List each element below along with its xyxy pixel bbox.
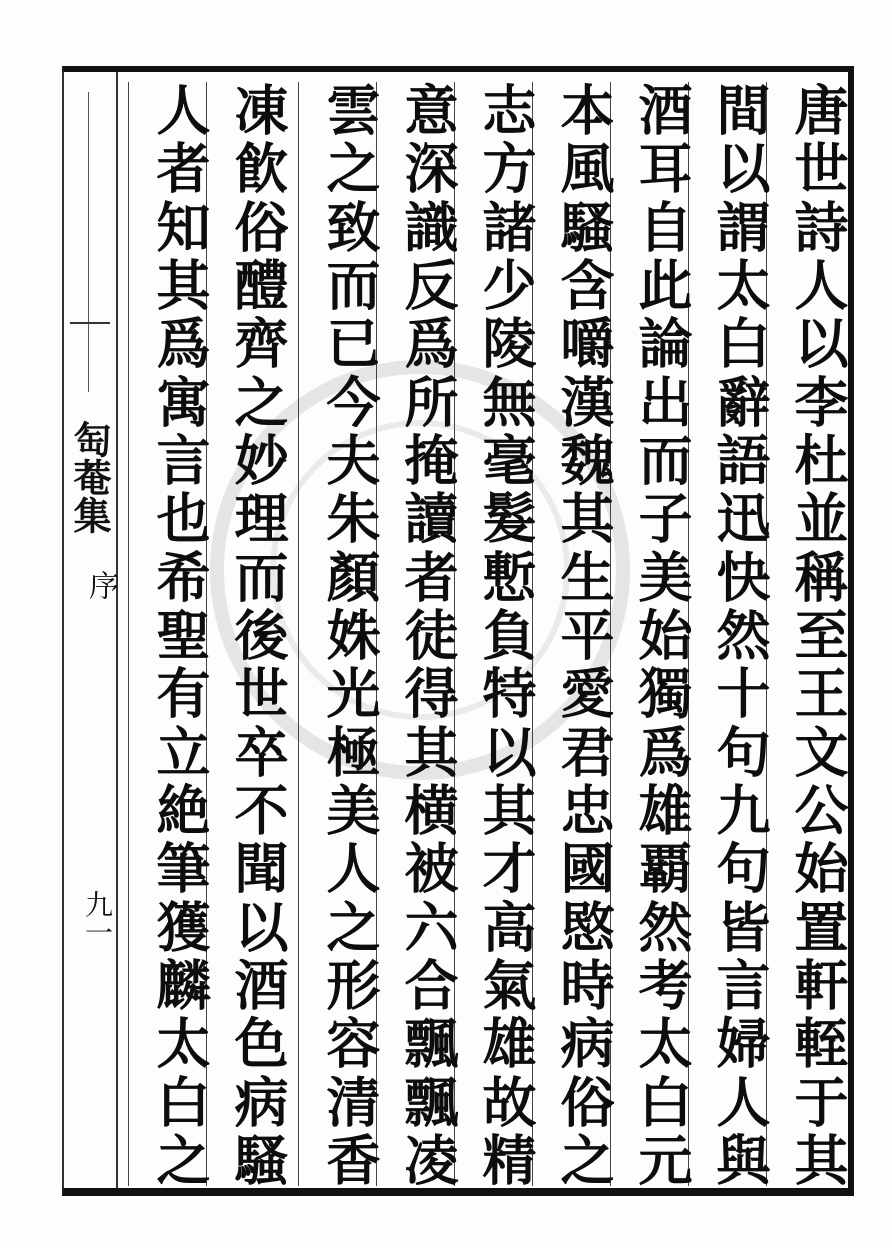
glyph: 顏 bbox=[318, 548, 382, 603]
glyph: 軒 bbox=[786, 956, 850, 1011]
glyph: 獲 bbox=[148, 898, 212, 953]
glyph: 今 bbox=[318, 373, 382, 428]
glyph: 徒 bbox=[396, 606, 460, 661]
glyph: 爲 bbox=[148, 315, 212, 370]
glyph: 所 bbox=[396, 373, 460, 428]
glyph: 後 bbox=[226, 606, 290, 661]
glyph: 言 bbox=[148, 431, 212, 486]
glyph: 志 bbox=[474, 82, 538, 136]
glyph: 騷 bbox=[552, 198, 616, 253]
glyph: 雄 bbox=[474, 1015, 538, 1070]
glyph: 文 bbox=[786, 723, 850, 778]
glyph: 聖 bbox=[148, 606, 212, 661]
glyph: 白 bbox=[708, 315, 772, 370]
glyph: 者 bbox=[396, 548, 460, 603]
glyph: 少 bbox=[474, 256, 538, 311]
glyph: 人 bbox=[318, 840, 382, 895]
glyph: 子 bbox=[630, 490, 694, 545]
glyph: 才 bbox=[474, 840, 538, 895]
glyph: 卒 bbox=[226, 723, 290, 778]
glyph: 迅 bbox=[708, 490, 772, 545]
glyph: 生 bbox=[552, 548, 616, 603]
glyph: 稱 bbox=[786, 548, 850, 603]
glyph: 至 bbox=[786, 606, 850, 661]
glyph: 人 bbox=[786, 256, 850, 311]
glyph: 俗 bbox=[552, 1073, 616, 1128]
text-column-4-content bbox=[533, 82, 616, 1186]
glyph: 本 bbox=[552, 82, 616, 136]
text-column-9 bbox=[128, 82, 212, 1186]
glyph: 負 bbox=[474, 606, 538, 661]
glyph: 然 bbox=[708, 606, 772, 661]
glyph: 始 bbox=[786, 840, 850, 895]
glyph: 雄 bbox=[630, 781, 694, 836]
glyph: 美 bbox=[318, 781, 382, 836]
glyph: 人 bbox=[708, 1073, 772, 1128]
text-column-7 bbox=[298, 82, 382, 1186]
glyph: 病 bbox=[552, 1015, 616, 1070]
glyph: 語 bbox=[708, 431, 772, 486]
glyph: 其 bbox=[474, 781, 538, 836]
text-column-3-content bbox=[611, 82, 694, 1186]
glyph: 雲 bbox=[318, 82, 382, 136]
glyph: 漢 bbox=[552, 373, 616, 428]
banner-rule-left bbox=[62, 72, 64, 1188]
glyph: 者 bbox=[148, 140, 212, 195]
glyph: 騷 bbox=[226, 1131, 290, 1186]
glyph: 高 bbox=[474, 898, 538, 953]
glyph: 精 bbox=[474, 1131, 538, 1186]
glyph: 飄 bbox=[396, 1015, 460, 1070]
glyph: 色 bbox=[226, 1015, 290, 1070]
glyph: 王 bbox=[786, 665, 850, 720]
text-column-6 bbox=[376, 82, 460, 1186]
glyph: 髮 bbox=[474, 490, 538, 545]
glyph: 酒 bbox=[226, 956, 290, 1011]
glyph: 立 bbox=[148, 723, 212, 778]
text-column-6-content bbox=[377, 82, 460, 1186]
glyph: 並 bbox=[786, 490, 850, 545]
glyph: 酒 bbox=[630, 82, 694, 136]
glyph: 元 bbox=[630, 1131, 694, 1186]
glyph: 世 bbox=[226, 665, 290, 720]
glyph: 方 bbox=[474, 140, 538, 195]
glyph: 風 bbox=[552, 140, 616, 195]
glyph: 知 bbox=[148, 198, 212, 253]
glyph: 不 bbox=[226, 781, 290, 836]
glyph: 光 bbox=[318, 665, 382, 720]
glyph: 愍 bbox=[552, 898, 616, 953]
glyph: 意 bbox=[396, 82, 460, 136]
glyph: 杜 bbox=[786, 431, 850, 486]
glyph: 國 bbox=[552, 840, 616, 895]
glyph: 太 bbox=[630, 1015, 694, 1070]
section-label: 序 bbox=[83, 570, 118, 600]
glyph: 形 bbox=[318, 956, 382, 1011]
glyph: 香 bbox=[318, 1131, 382, 1186]
glyph: 容 bbox=[318, 1015, 382, 1070]
glyph: 凌 bbox=[396, 1131, 460, 1186]
text-column-1 bbox=[766, 82, 850, 1186]
glyph: 掩 bbox=[396, 431, 460, 486]
glyph: 太 bbox=[708, 256, 772, 311]
text-column-5 bbox=[454, 82, 538, 1186]
glyph: 置 bbox=[786, 898, 850, 953]
glyph: 之 bbox=[226, 373, 290, 428]
glyph: 李 bbox=[786, 373, 850, 428]
glyph: 其 bbox=[396, 723, 460, 778]
glyph: 慙 bbox=[474, 548, 538, 603]
banner-rule-right bbox=[116, 72, 118, 1188]
glyph: 考 bbox=[630, 956, 694, 1011]
glyph: 理 bbox=[226, 490, 290, 545]
glyph: 筆 bbox=[148, 840, 212, 895]
glyph: 人 bbox=[148, 82, 212, 136]
glyph: 詩 bbox=[786, 198, 850, 253]
glyph: 故 bbox=[474, 1073, 538, 1128]
margin-banner bbox=[62, 72, 118, 1188]
glyph: 寓 bbox=[148, 373, 212, 428]
glyph: 合 bbox=[396, 956, 460, 1011]
book-title: 匋菴集 bbox=[67, 420, 112, 534]
banner-fishtail-mark bbox=[70, 322, 110, 324]
glyph: 魏 bbox=[552, 431, 616, 486]
glyph: 平 bbox=[552, 606, 616, 661]
glyph: 而 bbox=[226, 548, 290, 603]
glyph: 諸 bbox=[474, 198, 538, 253]
text-column-1-content bbox=[767, 82, 850, 1186]
glyph: 君 bbox=[552, 723, 616, 778]
glyph: 以 bbox=[226, 898, 290, 953]
glyph: 得 bbox=[396, 665, 460, 720]
glyph: 齊 bbox=[226, 315, 290, 370]
glyph: 而 bbox=[318, 256, 382, 311]
glyph: 句 bbox=[708, 840, 772, 895]
glyph: 世 bbox=[786, 140, 850, 195]
glyph: 絶 bbox=[148, 781, 212, 836]
glyph: 覇 bbox=[630, 840, 694, 895]
glyph: 太 bbox=[148, 1015, 212, 1070]
glyph: 句 bbox=[708, 723, 772, 778]
glyph: 之 bbox=[148, 1131, 212, 1186]
glyph: 愛 bbox=[552, 665, 616, 720]
glyph: 病 bbox=[226, 1073, 290, 1128]
glyph: 美 bbox=[630, 548, 694, 603]
glyph: 六 bbox=[396, 898, 460, 953]
glyph: 皆 bbox=[708, 898, 772, 953]
glyph: 俗 bbox=[226, 198, 290, 253]
glyph: 辭 bbox=[708, 373, 772, 428]
text-column-2 bbox=[688, 82, 772, 1186]
glyph: 獨 bbox=[630, 665, 694, 720]
glyph: 爲 bbox=[630, 723, 694, 778]
glyph: 然 bbox=[630, 898, 694, 953]
glyph: 希 bbox=[148, 548, 212, 603]
glyph: 無 bbox=[474, 373, 538, 428]
glyph: 以 bbox=[708, 140, 772, 195]
text-column-8-content bbox=[207, 82, 290, 1186]
banner-center-line bbox=[88, 92, 89, 392]
glyph: 讀 bbox=[396, 490, 460, 545]
glyph: 其 bbox=[552, 490, 616, 545]
glyph: 氣 bbox=[474, 956, 538, 1011]
text-column-2-content bbox=[689, 82, 772, 1186]
glyph: 白 bbox=[148, 1073, 212, 1128]
glyph: 夫 bbox=[318, 431, 382, 486]
glyph: 有 bbox=[148, 665, 212, 720]
glyph: 以 bbox=[786, 315, 850, 370]
glyph: 輊 bbox=[786, 1015, 850, 1070]
glyph: 與 bbox=[708, 1131, 772, 1186]
text-column-7-content bbox=[299, 82, 382, 1186]
glyph: 已 bbox=[318, 315, 382, 370]
glyph: 毫 bbox=[474, 431, 538, 486]
glyph: 陵 bbox=[474, 315, 538, 370]
glyph: 反 bbox=[396, 256, 460, 311]
glyph: 姝 bbox=[318, 606, 382, 661]
glyph: 嚼 bbox=[552, 315, 616, 370]
glyph: 爲 bbox=[396, 315, 460, 370]
glyph: 飄 bbox=[396, 1073, 460, 1128]
page-number: 九一 bbox=[81, 890, 114, 946]
glyph: 麟 bbox=[148, 956, 212, 1011]
glyph: 忠 bbox=[552, 781, 616, 836]
text-column-4 bbox=[532, 82, 616, 1186]
glyph: 被 bbox=[396, 840, 460, 895]
text-column-9-content bbox=[129, 82, 212, 1186]
glyph: 含 bbox=[552, 256, 616, 311]
glyph: 自 bbox=[630, 198, 694, 253]
glyph: 言 bbox=[708, 956, 772, 1011]
glyph: 識 bbox=[396, 198, 460, 253]
glyph: 飮 bbox=[226, 140, 290, 195]
glyph: 之 bbox=[318, 140, 382, 195]
glyph: 之 bbox=[552, 1131, 616, 1186]
glyph: 公 bbox=[786, 781, 850, 836]
glyph: 耳 bbox=[630, 140, 694, 195]
glyph: 醴 bbox=[226, 256, 290, 311]
text-column-5-content bbox=[455, 82, 538, 1186]
glyph: 九 bbox=[708, 781, 772, 836]
glyph: 謂 bbox=[708, 198, 772, 253]
glyph: 而 bbox=[630, 431, 694, 486]
glyph: 唐 bbox=[786, 82, 850, 136]
glyph: 其 bbox=[148, 256, 212, 311]
text-column-3 bbox=[610, 82, 694, 1186]
glyph: 聞 bbox=[226, 840, 290, 895]
glyph: 致 bbox=[318, 198, 382, 253]
glyph: 深 bbox=[396, 140, 460, 195]
glyph: 妙 bbox=[226, 431, 290, 486]
glyph: 朱 bbox=[318, 490, 382, 545]
glyph: 出 bbox=[630, 373, 694, 428]
glyph: 時 bbox=[552, 956, 616, 1011]
glyph: 白 bbox=[630, 1073, 694, 1128]
glyph: 婦 bbox=[708, 1015, 772, 1070]
glyph: 于 bbox=[786, 1073, 850, 1128]
glyph: 也 bbox=[148, 490, 212, 545]
glyph: 間 bbox=[708, 82, 772, 136]
glyph: 横 bbox=[396, 781, 460, 836]
text-column-8 bbox=[206, 82, 290, 1186]
glyph: 清 bbox=[318, 1073, 382, 1128]
glyph: 凍 bbox=[226, 82, 290, 136]
glyph: 始 bbox=[630, 606, 694, 661]
glyph: 論 bbox=[630, 315, 694, 370]
glyph: 極 bbox=[318, 723, 382, 778]
glyph: 快 bbox=[708, 548, 772, 603]
glyph: 以 bbox=[474, 723, 538, 778]
glyph: 其 bbox=[786, 1131, 850, 1186]
glyph: 之 bbox=[318, 898, 382, 953]
glyph: 此 bbox=[630, 256, 694, 311]
glyph: 特 bbox=[474, 665, 538, 720]
glyph: 十 bbox=[708, 665, 772, 720]
